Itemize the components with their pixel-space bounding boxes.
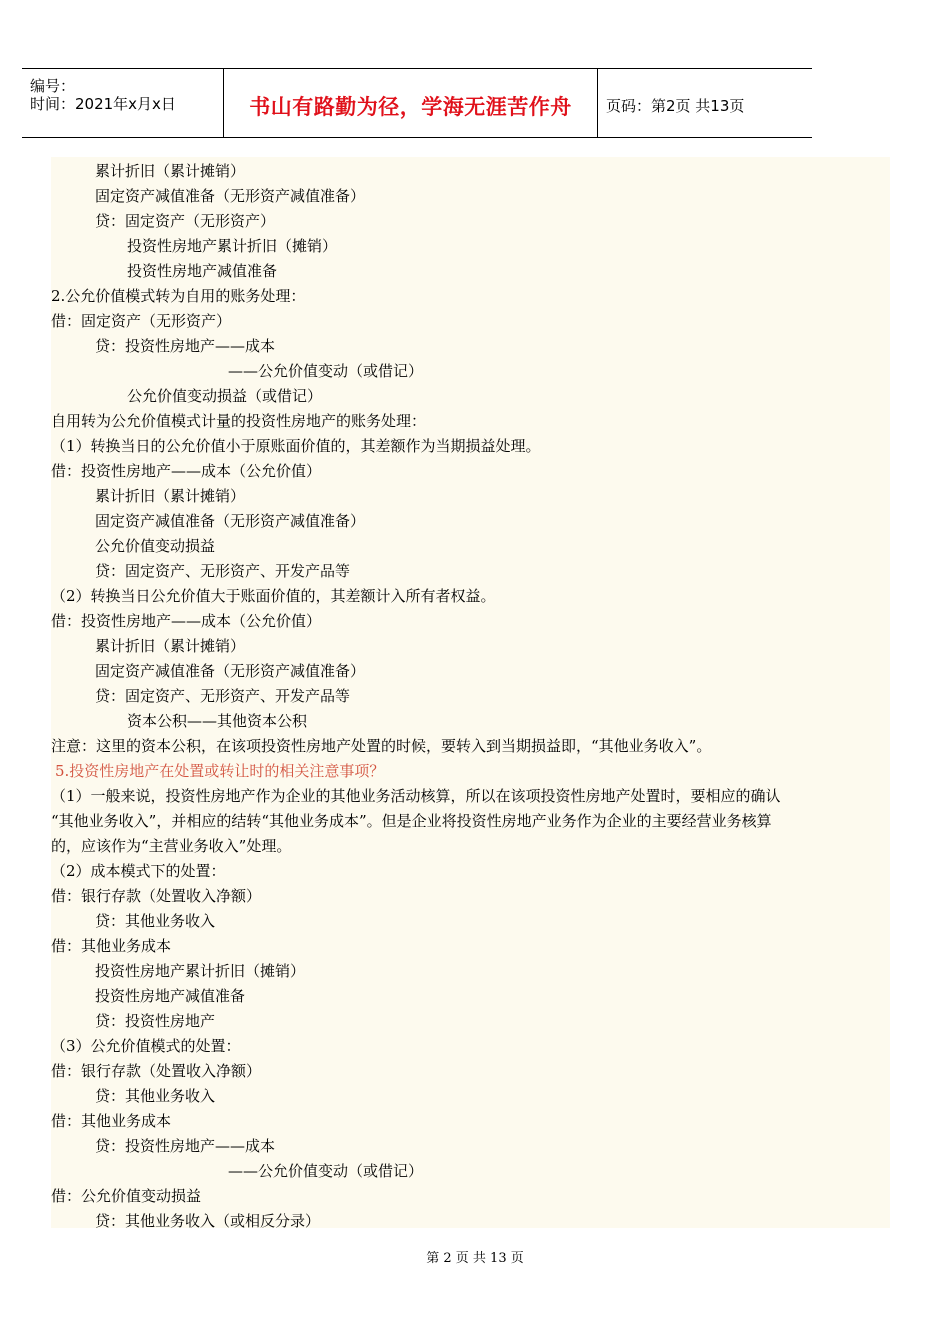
header-number-label: 编号： <box>30 77 76 95</box>
text-line: 贷：投资性房地产 <box>95 1012 216 1030</box>
text-line: 资本公积——其他资本公积 <box>127 712 308 730</box>
text-line: 借：固定资产（无形资产） <box>51 312 232 330</box>
section-heading: 5.投资性房地产在处置或转让时的相关注意事项？ <box>55 762 385 780</box>
header-meta <box>22 69 224 137</box>
text-line: （1）一般来说，投资性房地产作为企业的其他业务活动核算，所以在该项投资性房地产处置时，要相应的确认 <box>51 787 781 805</box>
text-line: （2）成本模式下的处置： <box>51 862 226 880</box>
text-line: 累计折旧（累计摊销） <box>95 637 246 655</box>
text-line: 贷：固定资产（无形资产） <box>95 212 276 230</box>
text-line: 借：其他业务成本 <box>51 937 172 955</box>
section-heading: 2.公允价值模式转为自用的账务处理： <box>51 287 306 305</box>
text-line: 借：其他业务成本 <box>51 1112 172 1130</box>
text-line: 投资性房地产累计折旧（摊销） <box>95 962 306 980</box>
text-line: 固定资产减值准备（无形资产减值准备） <box>95 187 366 205</box>
text-line: 贷：其他业务收入（或相反分录） <box>95 1212 321 1230</box>
text-line: ——公允价值变动（或借记） <box>228 1162 424 1180</box>
text-line: “其他业务收入”，并相应的结转“其他业务成本”。但是企业将投资性房地产业务作为企业的主要经营业务核算 <box>51 812 772 830</box>
text-line: 贷：投资性房地产——成本 <box>95 337 276 355</box>
text-line: 借：公允价值变动损益 <box>51 1187 202 1205</box>
text-line: 贷：投资性房地产——成本 <box>95 1137 276 1155</box>
text-line: 投资性房地产减值准备 <box>127 262 278 280</box>
text-line: 累计折旧（累计摊销） <box>95 487 246 505</box>
header-motto: 书山有路勤为径，学海无涯苦作舟 <box>249 95 572 119</box>
text-line: 借：银行存款（处置收入净额） <box>51 1062 262 1080</box>
header-page-cell <box>598 69 812 137</box>
text-line: （1）转换当日的公允价值小于原账面价值的，其差额作为当期损益处理。 <box>51 437 541 455</box>
header-time-label: 时间：2021年x月x日 <box>30 95 176 113</box>
text-line: 贷：固定资产、无形资产、开发产品等 <box>95 562 351 580</box>
header-page-label: 页码：第2页 共13页 <box>606 97 745 115</box>
text-line: ——公允价值变动（或借记） <box>228 362 424 380</box>
text-line: 贷：其他业务收入 <box>95 1087 216 1105</box>
text-line: （2）转换当日公允价值大于账面价值的，其差额计入所有者权益。 <box>51 587 496 605</box>
text-line: 固定资产减值准备（无形资产减值准备） <box>95 512 366 530</box>
note-line: 注意：这里的资本公积，在该项投资性房地产处置的时候，要转入到当期损益即，“其他业务收入”。 <box>51 737 712 755</box>
text-line: 贷：固定资产、无形资产、开发产品等 <box>95 687 351 705</box>
text-line: 借：投资性房地产——成本（公允价值） <box>51 462 322 480</box>
text-line: 投资性房地产累计折旧（摊销） <box>127 237 338 255</box>
text-line: 投资性房地产减值准备 <box>95 987 246 1005</box>
text-line: 累计折旧（累计摊销） <box>95 162 246 180</box>
document-body <box>51 157 890 1228</box>
text-line: 借：银行存款（处置收入净额） <box>51 887 262 905</box>
page-footer: 第 2 页 共 13 页 <box>426 1251 524 1266</box>
text-line: 贷：其他业务收入 <box>95 912 216 930</box>
text-line: （3）公允价值模式的处置： <box>51 1037 241 1055</box>
text-line: 公允价值变动损益 <box>95 537 216 555</box>
text-line: 的，应该作为“主营业务收入”处理。 <box>51 837 292 855</box>
page-header <box>22 68 812 138</box>
text-line: 自用转为公允价值模式计量的投资性房地产的账务处理： <box>51 412 427 430</box>
text-line: 公允价值变动损益（或借记） <box>127 387 323 405</box>
text-line: 借：投资性房地产——成本（公允价值） <box>51 612 322 630</box>
text-line: 固定资产减值准备（无形资产减值准备） <box>95 662 366 680</box>
header-motto-cell <box>224 69 598 137</box>
